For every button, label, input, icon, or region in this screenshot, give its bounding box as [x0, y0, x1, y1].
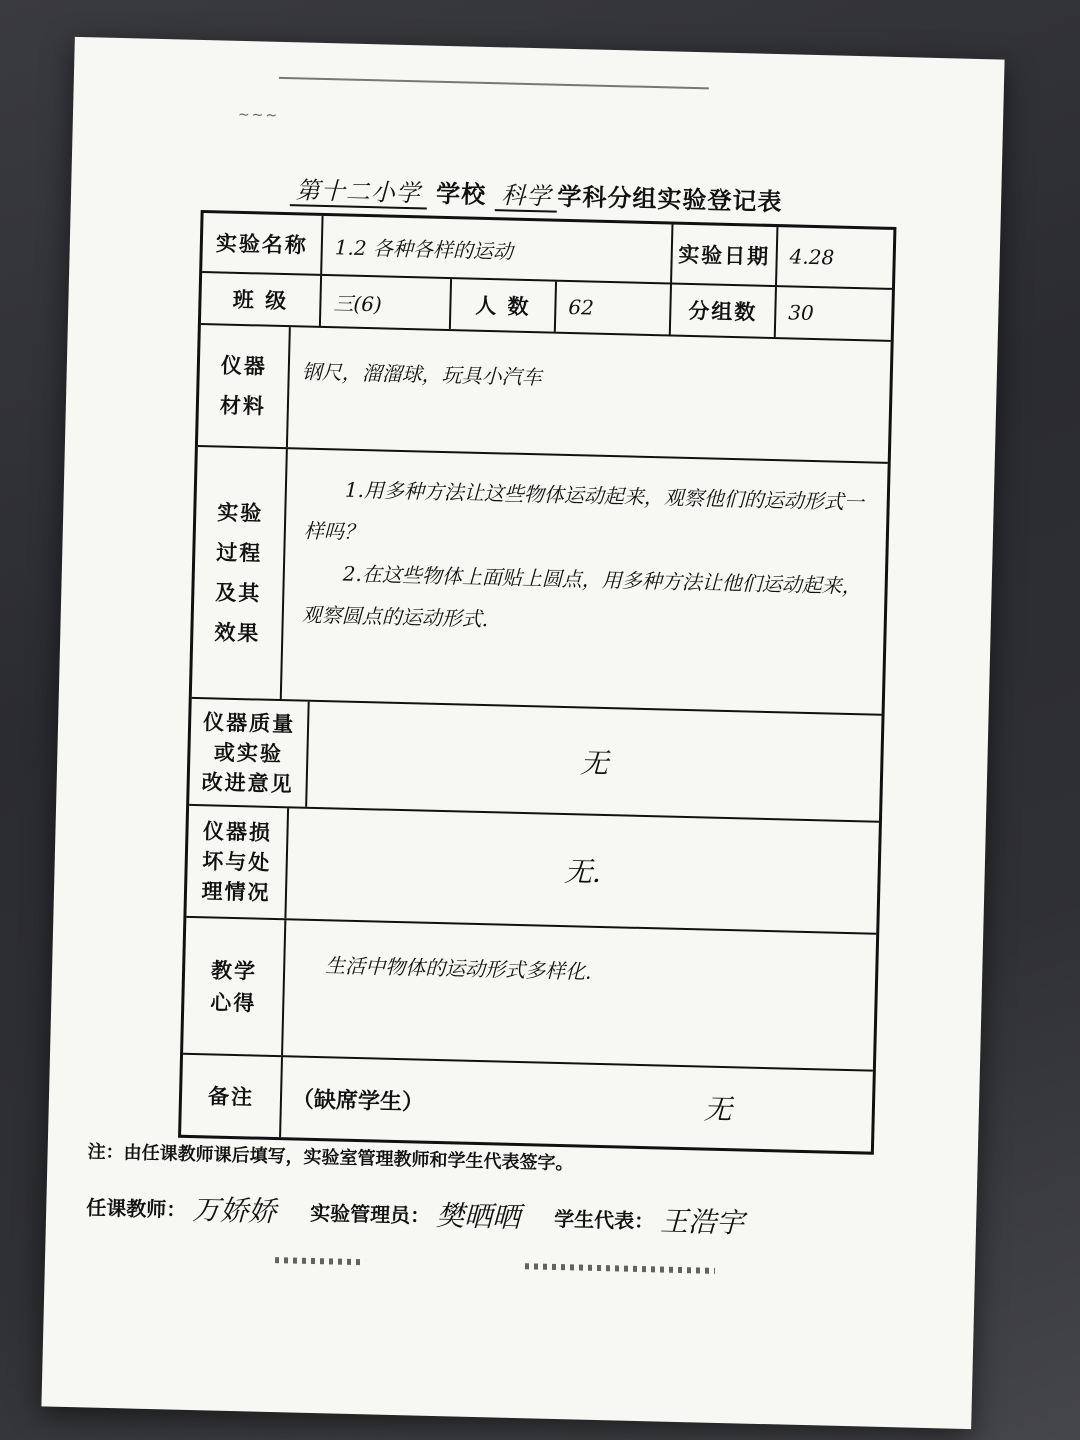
experiment-name-label: 实验名称 — [202, 213, 323, 274]
process-label-4: 效果 — [214, 620, 261, 646]
print-smudge-left — [275, 1257, 365, 1265]
remarks-value-cell — [281, 1057, 873, 1151]
process-value — [282, 449, 888, 714]
top-rule — [279, 77, 709, 90]
remarks-label: 备注 — [181, 1055, 283, 1137]
remarks-value: 无 — [703, 1092, 733, 1127]
materials-label — [198, 325, 291, 447]
record-table — [178, 210, 896, 1155]
teaching-value: 生活中物体的运动形式多样化. — [324, 953, 592, 984]
quality-label — [189, 699, 310, 807]
school-fill: 第十二小学 — [289, 176, 427, 209]
process-label-2: 过程 — [216, 540, 263, 566]
corner-scribble-icon: ~~~ — [237, 106, 280, 124]
materials-label-2: 材料 — [219, 393, 267, 419]
count-label: 人 数 — [451, 279, 557, 332]
paper-sheet — [41, 37, 1004, 1429]
process-label — [192, 447, 288, 699]
process-step-2: 2.在这些物体上面贴上圆点，用多种方法让他们运动起来，观察圆点的运动形式. — [301, 561, 863, 632]
damage-value: 无. — [563, 855, 602, 889]
experiment-date-value: 4.28 — [789, 244, 835, 270]
print-smudge-right — [525, 1263, 715, 1274]
damage-label-1: 仪器损 — [202, 819, 273, 845]
teacher-label: 任课教师： — [85, 1194, 187, 1222]
row-process — [192, 447, 888, 716]
class-label: 班 级 — [201, 273, 322, 326]
quality-value: 无 — [579, 745, 609, 780]
groups-value: 30 — [788, 300, 815, 325]
materials-value: 钢尺，溜溜球，玩具小汽车 — [301, 359, 542, 390]
row-remarks — [181, 1055, 873, 1152]
count-value: 62 — [556, 282, 672, 335]
quality-label-2: 或实验 — [213, 739, 284, 766]
student-signature: 王浩宇 — [659, 1204, 745, 1240]
row-quality — [189, 699, 881, 823]
row-teaching — [183, 918, 876, 1072]
student-label: 学生代表： — [553, 1206, 655, 1233]
subject-fill: 科学 — [495, 181, 558, 213]
experiment-date-label: 实验日期 — [672, 225, 778, 286]
footnote: 注：由任课教师课后填写，实验室管理教师和学生代表签字。 — [87, 1141, 574, 1175]
process-label-3: 及其 — [215, 580, 262, 606]
teaching-label-2: 心得 — [210, 989, 257, 1016]
signature-row — [86, 1185, 947, 1246]
damage-label-2: 坏与处 — [201, 849, 272, 875]
process-label-1: 实验 — [217, 500, 264, 526]
damage-label — [186, 806, 289, 918]
class-value: 三(6) — [321, 276, 452, 329]
admin-label: 实验管理员： — [309, 1200, 431, 1228]
teaching-label — [183, 918, 286, 1055]
quality-label-3: 改进意见 — [201, 769, 294, 796]
admin-signature: 樊晒晒 — [435, 1199, 521, 1235]
teacher-signature: 万娇娇 — [191, 1193, 277, 1229]
school-word: 学校 — [435, 179, 487, 209]
quality-label-1: 仪器质量 — [202, 709, 296, 736]
row-materials — [198, 325, 891, 464]
groups-label: 分组数 — [671, 285, 777, 338]
teaching-label-1: 教学 — [210, 957, 258, 984]
title-rest: 学科分组实验登记表 — [557, 182, 783, 217]
remarks-absent: （缺席学生） — [291, 1086, 425, 1116]
process-step-1: 1.用多种方法让这些物体运动起来，观察他们的运动形式一样吗？ — [303, 477, 865, 545]
damage-label-3: 理情况 — [201, 879, 271, 905]
row-damage — [186, 806, 879, 935]
materials-label-1: 仪器 — [220, 353, 268, 379]
experiment-name-value: 1.2 各种各样的运动 — [322, 216, 673, 283]
